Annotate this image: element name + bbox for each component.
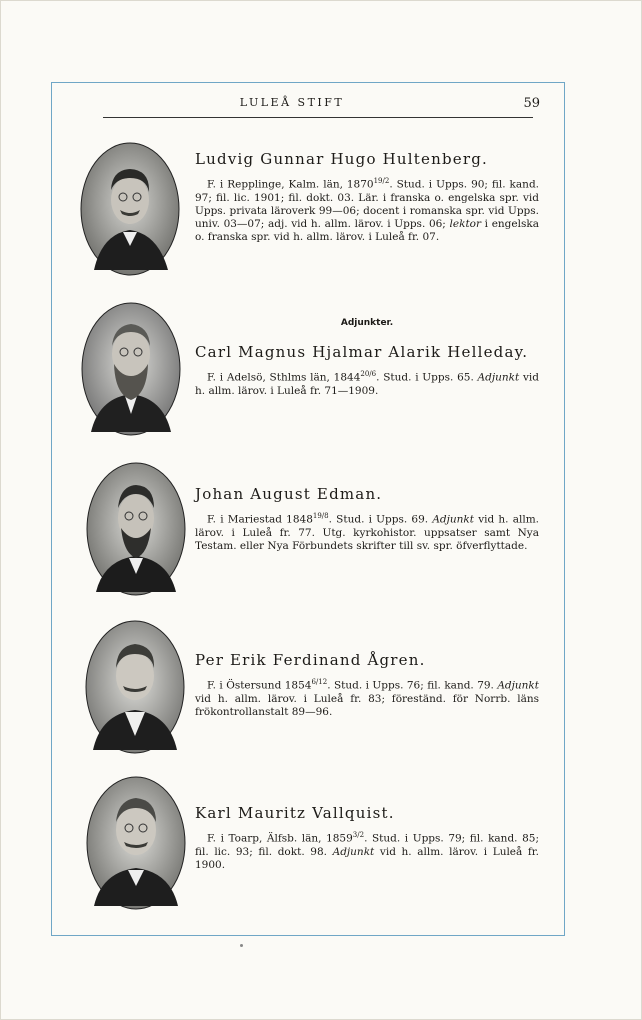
running-head: LULEÅ STIFT xyxy=(239,96,345,109)
entry-text: F. i Östersund $1854^{6/12}$. Stud. i Upps. 76; fil. kand. 79. Adjunkt vid h. allm. lärov. i Luleå fr. 83; föreständ. för Norrb. läns frökontrollanstalt 89—96. xyxy=(195,678,539,718)
entry-agren xyxy=(195,650,539,719)
entry-name: Carl Magnus Hjalmar Alarik Helleday. xyxy=(195,343,529,361)
entry-text: F. i Repplinge, Kalm. län, $1870^{19/2}$. Stud. i Upps. 90; fil. kand. 97; fil. lic. 1901; fil. dokt. 03. Lär. i franska o. engelska spr. vid Upps. privata läroverk 99—06; docent i romanska spr. vid Upps. univ. 03—07; adj. vid h. allm. lärov. i Upps. 06; lektor i engelska o. franska spr. vid h. allm. lärov. i Luleå fr. 07. xyxy=(195,177,539,244)
entry-name: Per Erik Ferdinand Ågren. xyxy=(195,651,426,669)
entry-vallquist xyxy=(195,803,539,872)
entry-edman xyxy=(195,484,539,553)
entry-helleday xyxy=(195,342,539,398)
entry-text: F. i Adelsö, Sthlms län, $1844^{20/6}$. Stud. i Upps. 65. Adjunkt vid h. allm. lärov. i Luleå fr. 71—1909. xyxy=(195,370,539,397)
header-rule xyxy=(103,117,533,118)
print-speck xyxy=(240,944,243,947)
portrait-vallquist xyxy=(86,776,186,910)
section-heading: Adjunkter. xyxy=(340,318,394,328)
portrait-edman xyxy=(86,462,186,596)
entry-name: Johan August Edman. xyxy=(195,485,383,503)
portrait-helleday xyxy=(81,302,181,436)
portrait-hultenberg xyxy=(80,142,180,276)
entry-name: Ludvig Gunnar Hugo Hultenberg. xyxy=(195,150,488,168)
entry-text: F. i Toarp, Älfsb. län, $1859^{3/2}$. Stud. i Upps. 79; fil. kand. 85; fil. lic. 93; fil. dokt. 98. Adjunkt vid h. allm. lärov. i Luleå fr. 1900. xyxy=(195,831,539,871)
entry-hultenberg xyxy=(195,149,539,245)
entry-name: Karl Mauritz Vallquist. xyxy=(195,804,395,822)
page-number: 59 xyxy=(523,96,540,111)
entry-text: F. i Mariestad $1848^{19/8}$. Stud. i Upps. 69. Adjunkt vid h. allm. lärov. i Luleå fr. 77. Utg. kyrkohistor. uppsatser samt Nya Testam. eller Nya Förbundets skrifter till sv. spr. öfverflyttade. xyxy=(195,512,539,552)
portrait-agren xyxy=(85,620,185,754)
